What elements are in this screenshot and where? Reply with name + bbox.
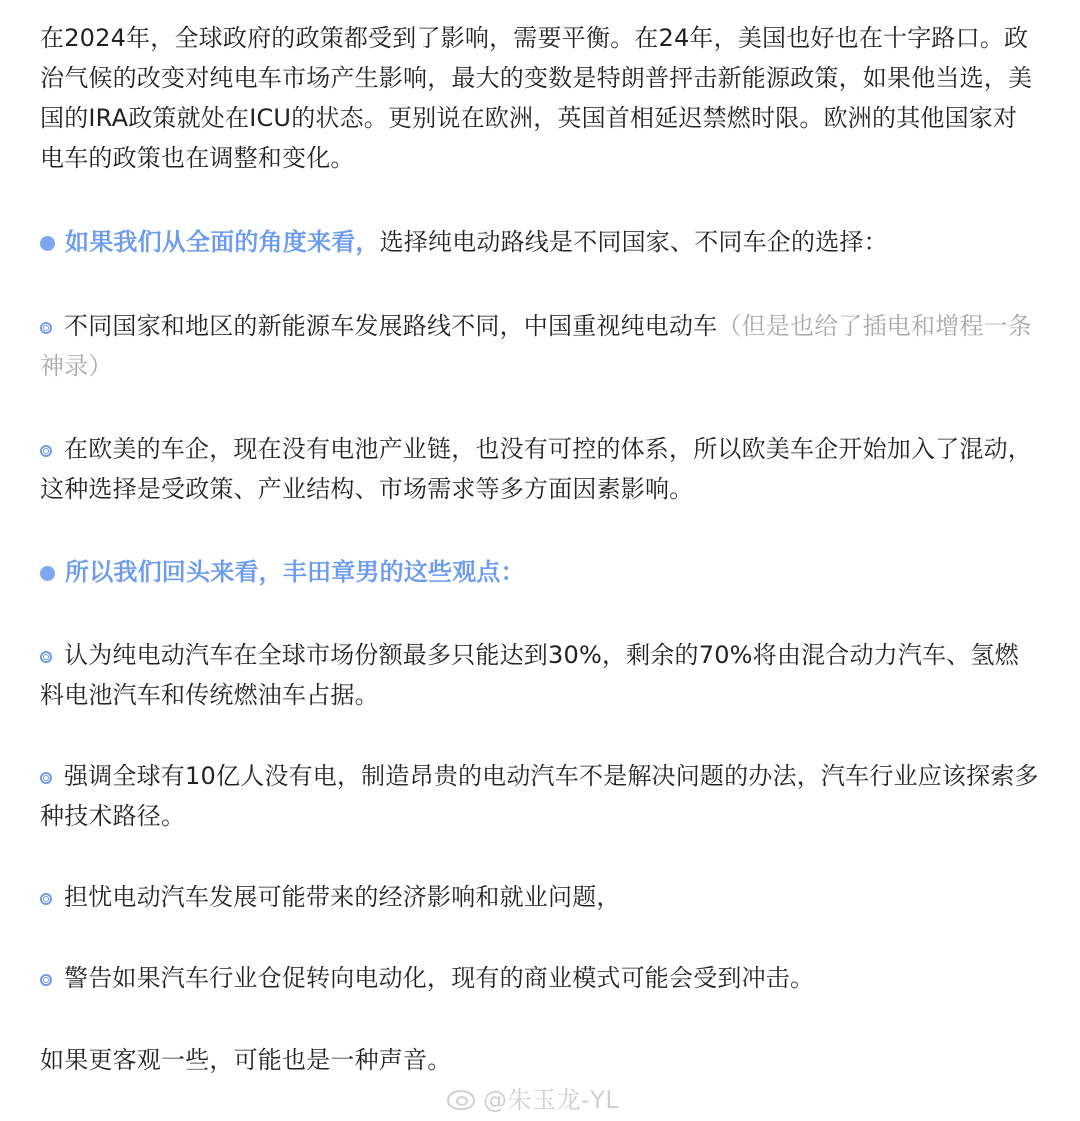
intro-paragraph: 在2024年，全球政府的政策都受到了影响，需要平衡。在24年，美国也好也在十字路口。政治气候的改变对纯电车市场产生影响，最大的变数是特朗普抨击新能源政策，如果他当选，美国的IRA政策就处在ICU的状态。更别说在欧洲，英国首相延迟禁燃时限。欧洲的其他国家对电车的政策也在调整和变化。: [40, 24, 1033, 172]
list-item: [40, 877, 1040, 917]
section-highlight: 如果我们从全面的角度来看，: [65, 228, 380, 256]
watermark: [447, 1080, 619, 1115]
closing-paragraph: 如果更客观一些，可能也是一种声音。: [40, 1046, 452, 1074]
double-circle-icon: [40, 445, 52, 457]
list-item: [40, 635, 1040, 715]
section-text: 选择纯电动路线是不同国家、不同车企的选择：: [379, 228, 888, 256]
list-item-note: （但是也给了插电和增程一条神录）: [40, 312, 1033, 380]
section-heading-toyota: [40, 552, 1040, 592]
list-item: [40, 306, 1040, 386]
weibo-logo-icon: [447, 1090, 475, 1110]
section-heading-overview: [40, 222, 1040, 262]
list-item-text: 警告如果汽车行业仓促转向电动化，现有的商业模式可能会受到冲击。: [64, 964, 815, 992]
double-circle-icon: [40, 651, 52, 663]
list-item: [40, 429, 1040, 509]
list-item-text: 强调全球有10亿人没有电，制造昂贵的电动汽车不是解决问题的办法，汽车行业应该探索多种技术路径。: [40, 762, 1039, 830]
double-circle-icon: [40, 772, 52, 784]
double-circle-icon: [40, 322, 52, 334]
list-item-text: 认为纯电动汽车在全球市场份额最多只能达到30%，剩余的70%将由混合动力汽车、氢燃料电池汽车和传统燃油车占据。: [40, 641, 1019, 709]
list-item: [40, 958, 1040, 998]
section-highlight: 所以我们回头来看，丰田章男的这些观点：: [65, 558, 525, 586]
list-item-text: 担忧电动汽车发展可能带来的经济影响和就业问题，: [64, 883, 621, 911]
list-item-text: 不同国家和地区的新能源车发展路线不同，中国重视纯电动车: [64, 312, 718, 340]
double-circle-icon: [40, 974, 52, 986]
filled-dot-icon: [40, 566, 55, 581]
watermark-text: @朱玉龙-YL: [483, 1086, 620, 1114]
list-item: [40, 756, 1040, 836]
double-circle-icon: [40, 893, 52, 905]
filled-dot-icon: [40, 236, 55, 251]
list-item-text: 在欧美的车企，现在没有电池产业链，也没有可控的体系，所以欧美车企开始加入了混动，这种选择是受政策、产业结构、市场需求等多方面因素影响。: [40, 435, 1032, 503]
